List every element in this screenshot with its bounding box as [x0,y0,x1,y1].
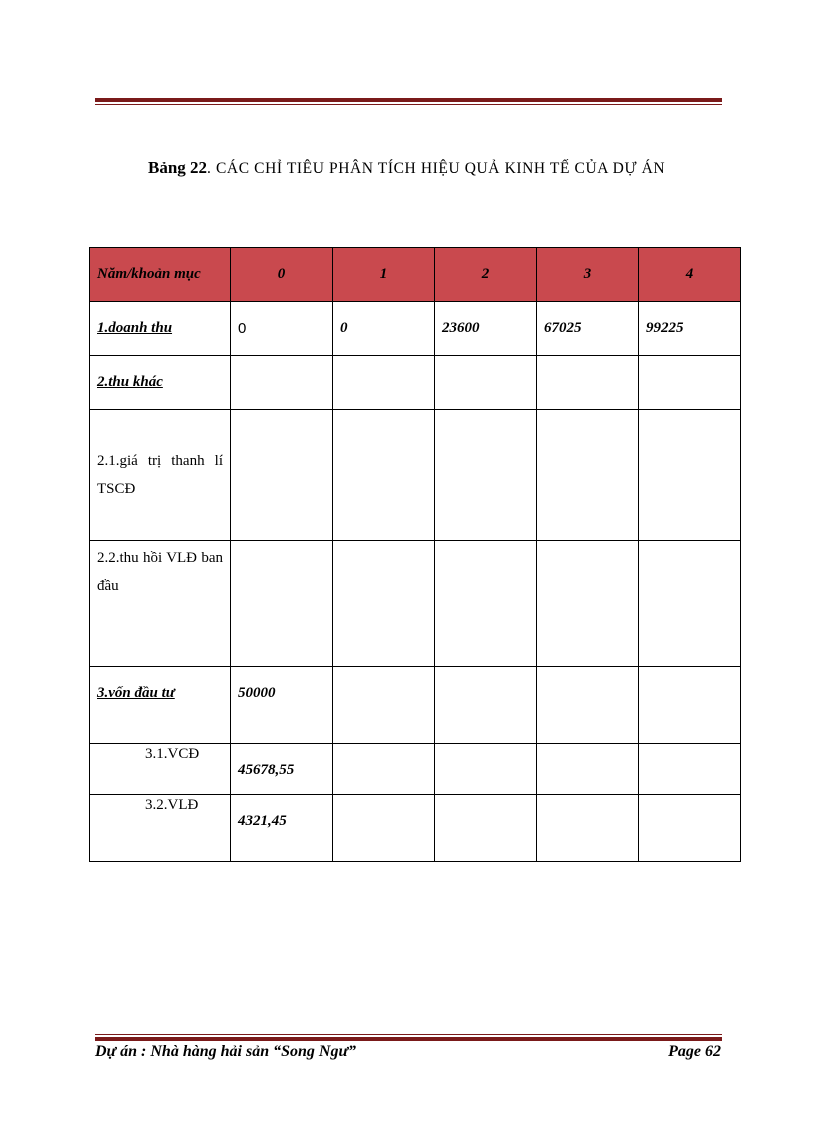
page-number: Page 62 [668,1043,721,1060]
table-cell: 4321,45 [231,795,333,862]
row-label: 2.thu khác [90,356,231,410]
table-cell: 0 [231,302,333,356]
efficiency-table [89,247,741,862]
footer-project: Dự án : Nhà hàng hải sản “Song Ngư” [95,1043,357,1060]
table-cell [435,744,537,795]
table-cell: 50000 [231,667,333,744]
table-cell [333,356,435,410]
table-cell [435,410,537,541]
column-header: Năm/khoản mục [90,248,231,302]
table-cell [639,667,741,744]
table-cell [537,744,639,795]
table-cell [435,795,537,862]
column-header: 1 [333,248,435,302]
row-label: 1.doanh thu [90,302,231,356]
row-label: 3.2.VLĐ [90,795,231,862]
column-header: 3 [537,248,639,302]
table-cell: 45678,55 [231,744,333,795]
table-cell [639,744,741,795]
table-cell [333,744,435,795]
table-row [90,667,741,744]
row-label: 3.vốn đầu tư [90,667,231,744]
table-cell [639,795,741,862]
table-row [90,795,741,862]
row-label: 2.1.giá trị thanh lí TSCĐ [90,410,231,541]
table-label: Bảng 22 [148,158,208,177]
table-cell [333,410,435,541]
table-row [90,410,741,541]
table-cell [537,795,639,862]
table-title: . CÁC CHỈ TIÊU PHÂN TÍCH HIỆU QUẢ KINH TẾ CỦA DỰ ÁN [207,160,666,177]
table-row [90,302,741,356]
header-rule [95,98,722,105]
table-cell [639,356,741,410]
table-cell [435,541,537,667]
table-cell [435,667,537,744]
table-cell [333,541,435,667]
table-cell [537,541,639,667]
table-row [90,356,741,410]
table-cell: 0 [333,302,435,356]
column-header: 2 [435,248,537,302]
table-cell [231,410,333,541]
table-cell [537,410,639,541]
table-cell [231,356,333,410]
table-cell: 67025 [537,302,639,356]
table-cell [333,795,435,862]
table-cell [333,667,435,744]
table-cell [231,541,333,667]
table-cell [639,410,741,541]
table-cell [639,541,741,667]
table-cell [537,356,639,410]
table-cell [537,667,639,744]
column-header: 0 [231,248,333,302]
table-row [90,744,741,795]
table-cell: 99225 [639,302,741,356]
table-caption [148,158,665,178]
row-label: 3.1.VCĐ [90,744,231,795]
footer-rule [95,1034,722,1041]
table-cell [435,356,537,410]
table-row [90,541,741,667]
row-label: 2.2.thu hồi VLĐ ban đầu [90,541,231,667]
table-header-row [90,248,741,302]
table-cell: 23600 [435,302,537,356]
column-header: 4 [639,248,741,302]
